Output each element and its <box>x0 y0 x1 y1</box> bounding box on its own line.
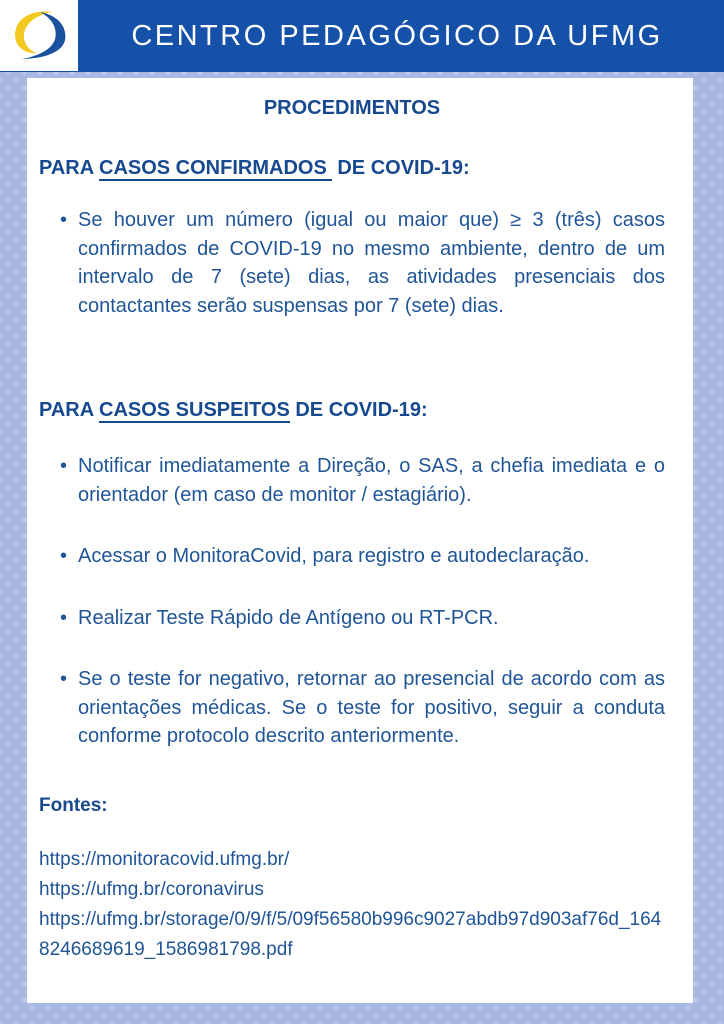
list-item: • Notificar imediatamente a Direção, o SAS, a chefia imediata e o orientador (em caso de monitor / estagiário). <box>60 452 665 509</box>
cp-swoosh-logo-icon <box>6 5 72 67</box>
source-link-protocol-pdf[interactable]: https://ufmg.br/storage/0/9/f/5/09f56580b996c9027abdb97d903af76d_1648246689619_1586981798.pdf <box>39 908 662 960</box>
confirmed-cases-heading <box>39 156 665 180</box>
sources-links <box>39 845 665 965</box>
list-item: • Acessar o MonitoraCovid, para registro e autodeclaração. <box>60 542 665 571</box>
heading-prefix: PARA <box>39 399 99 421</box>
logo-box <box>0 0 78 71</box>
heading-underlined: CASOS CONFIRMADOS <box>99 157 332 181</box>
document-title: PROCEDIMENTOS <box>263 97 441 119</box>
header-bar <box>0 0 724 72</box>
heading-suffix: DE COVID-19: <box>289 399 428 421</box>
suspected-cases-list <box>39 452 665 751</box>
heading-prefix: PARA <box>39 157 99 179</box>
heading-suffix: DE COVID-19: <box>331 157 470 179</box>
confirmed-cases-list <box>39 206 665 320</box>
list-item: • Se o teste for negativo, retornar ao presencial de acordo com as orientações médicas. Se o teste for positivo, seguir a conduta conforme protocolo descrito anteriormente. <box>60 665 665 751</box>
header-title: CENTRO PEDAGÓGICO DA UFMG <box>131 19 663 52</box>
sources-label: Fontes: <box>39 794 108 816</box>
source-link-monitoracovid[interactable]: https://monitoracovid.ufmg.br/ <box>39 848 290 870</box>
source-link-coronavirus[interactable]: https://ufmg.br/coronavirus <box>39 878 264 900</box>
heading-underlined: CASOS SUSPEITOS <box>99 399 290 421</box>
list-item: • Realizar Teste Rápido de Antígeno ou RT-PCR. <box>60 604 665 633</box>
suspected-cases-heading <box>39 398 665 422</box>
list-item: • Se houver um número (igual ou maior que) ≥ 3 (três) casos confirmados de COVID-19 no mesmo ambiente, dentro de um intervalo de 7 (sete) dias, as atividades presenciais dos contactantes serão suspensas por 7 (sete) dias. <box>60 206 665 320</box>
content-card <box>27 78 693 1003</box>
